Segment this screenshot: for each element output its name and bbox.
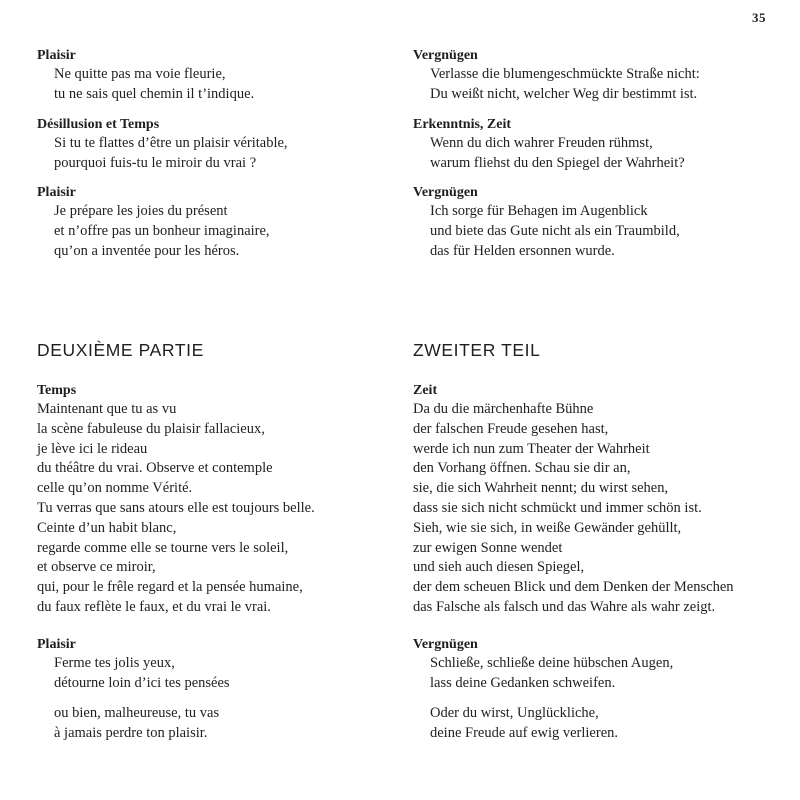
verse-line: Ich sorge für Behagen im Augenblick: [430, 203, 648, 219]
verse-line: Ferme tes jolis yeux,: [54, 655, 175, 671]
french-block-plaisir-3b: [37, 704, 397, 744]
verse-line: warum fliehst du den Spiegel der Wahrheit?: [430, 154, 685, 171]
verse-line: das für Helden ersonnen wurde.: [430, 242, 615, 259]
verse-line: détourne loin d’ici tes pensées: [54, 674, 230, 691]
verse-line: dass sie sich nicht schmückt und immer schön ist.: [413, 499, 702, 516]
speaker-name: Plaisir: [37, 185, 76, 200]
verse-line: Wenn du dich wahrer Freuden rühmst,: [430, 135, 653, 151]
verse-line: Ceinte d’un habit blanc,: [37, 519, 177, 536]
german-block-vergnuegen-3: [413, 635, 773, 694]
verse-line: der falschen Freude gesehen hast,: [413, 420, 609, 437]
german-block-erkenntnis: [413, 115, 773, 174]
verse-line: je lève ici le rideau: [37, 440, 148, 457]
verse-line: regarde comme elle se tourne vers le soleil,: [37, 539, 289, 556]
verse-line: tu ne sais quel chemin il t’indique.: [54, 85, 255, 102]
verse-line: den Vorhang öffnen. Schau sie dir an,: [413, 460, 631, 477]
speaker-name: Erkenntnis, Zeit: [413, 117, 512, 132]
german-block-vergnuegen-2: [413, 183, 773, 261]
speaker-name: Vergnügen: [413, 185, 478, 200]
verse-line: Tu verras que sans atours elle est toujours belle.: [37, 499, 315, 516]
speaker-name: Temps: [37, 383, 77, 398]
verse-line: deine Freude auf ewig verlieren.: [430, 724, 619, 741]
verse-line: du théâtre du vrai. Observe et contemple: [37, 460, 273, 477]
verse-line: lass deine Gedanken schweifen.: [430, 674, 616, 691]
verse-line: werde ich nun zum Theater der Wahrheit: [413, 440, 650, 457]
verse-line: qu’on a inventée pour les héros.: [54, 242, 240, 259]
verse-line: und sieh auch diesen Spiegel,: [413, 559, 585, 576]
verse-line: à jamais perdre ton plaisir.: [54, 724, 208, 741]
verse-line: Si tu te flattes d’être un plaisir véritable,: [54, 135, 288, 151]
verse-line: Maintenant que tu as vu: [37, 401, 177, 417]
page-number: 35: [752, 10, 766, 25]
verse-line: das Falsche als falsch und das Wahre als wahr zeigt.: [413, 598, 716, 615]
verse-line: zur ewigen Sonne wendet: [413, 539, 563, 556]
speaker-name: Plaisir: [37, 637, 76, 652]
verse-line: Schließe, schließe deine hübschen Augen,: [430, 655, 674, 671]
speaker-name: Vergnügen: [413, 637, 478, 652]
verse-line: Sieh, wie sie sich, in weiße Gewänder gehüllt,: [413, 519, 682, 536]
verse-line: celle qu’on nomme Vérité.: [37, 480, 193, 497]
speaker-name: Plaisir: [37, 48, 76, 63]
german-block-zeit: [413, 381, 773, 618]
french-block-plaisir-2: [37, 183, 397, 261]
french-block-plaisir-1: [37, 46, 397, 105]
verse-line: und biete das Gute nicht als ein Traumbild,: [430, 222, 680, 239]
verse-line: Verlasse die blumengeschmückte Straße nicht:: [430, 66, 700, 82]
verse-line: sie, die sich Wahrheit nennt; du wirst sehen,: [413, 480, 669, 497]
verse-line: der dem scheuen Blick und dem Denken der Menschen: [413, 579, 734, 596]
section-title: ZWEITER TEIL: [413, 340, 541, 360]
verse-line: Da du die märchenhafte Bühne: [413, 401, 594, 417]
verse-line: Je prépare les joies du présent: [54, 203, 228, 219]
verse-line: la scène fabuleuse du plaisir fallacieux,: [37, 420, 265, 437]
french-block-temps: [37, 381, 397, 618]
verse-line: du faux reflète le faux, et du vrai le vrai.: [37, 598, 271, 615]
verse-line: et n’offre pas un bonheur imaginaire,: [54, 222, 270, 239]
french-block-plaisir-3: [37, 635, 397, 694]
verse-line: Du weißt nicht, welcher Weg dir bestimmt ist.: [430, 85, 698, 102]
german-block-vergnuegen-1: [413, 46, 773, 105]
french-block-desillusion: [37, 115, 397, 174]
verse-line: Oder du wirst, Unglückliche,: [430, 705, 599, 721]
speaker-name: Vergnügen: [413, 48, 478, 63]
verse-line: pourquoi fuis-tu le miroir du vrai ?: [54, 154, 257, 171]
german-block-vergnuegen-3b: [413, 704, 773, 744]
section-title: DEUXIÈME PARTIE: [37, 340, 204, 360]
verse-line: qui, pour le frêle regard et la pensée humaine,: [37, 579, 303, 596]
verse-line: Ne quitte pas ma voie fleurie,: [54, 66, 226, 82]
speaker-name: Désillusion et Temps: [37, 117, 160, 132]
verse-line: et observe ce miroir,: [37, 559, 156, 576]
verse-line: ou bien, malheureuse, tu vas: [54, 705, 220, 721]
speaker-name: Zeit: [413, 383, 438, 398]
